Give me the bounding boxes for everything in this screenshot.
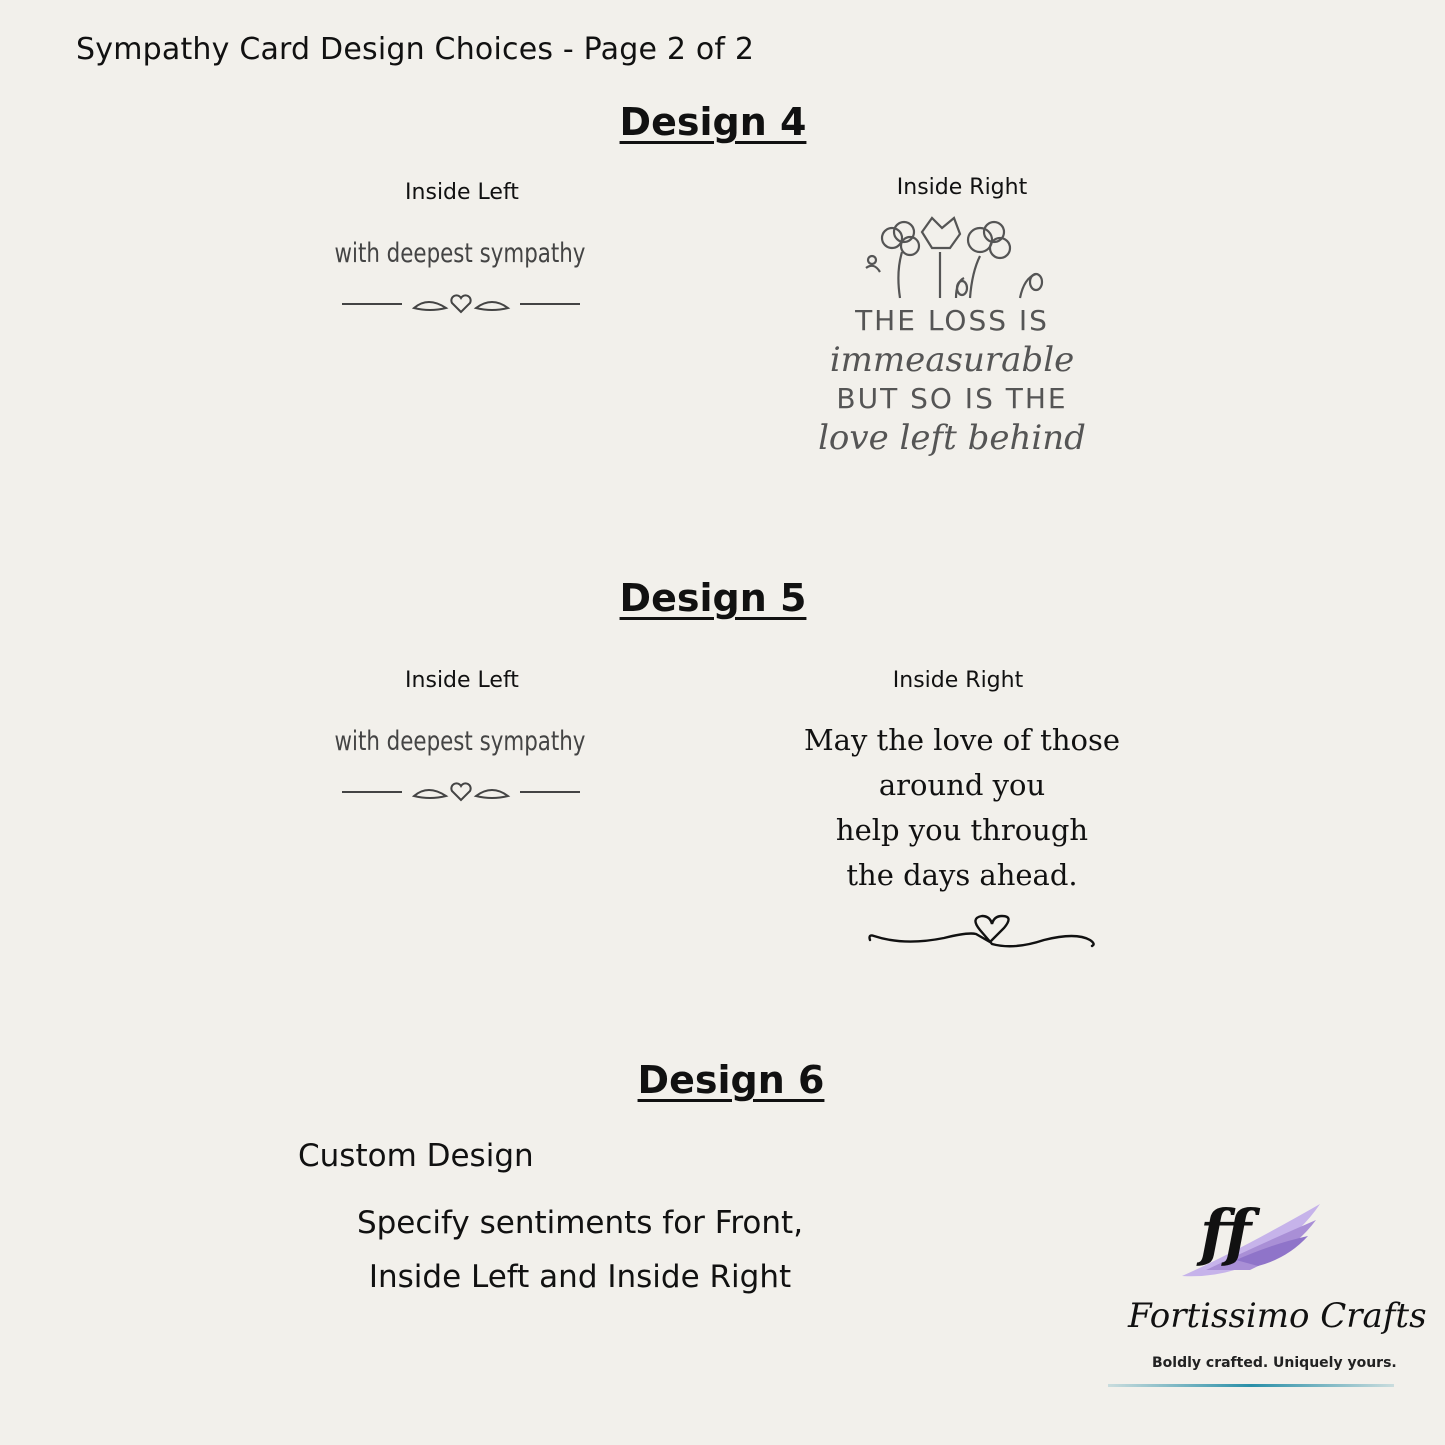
verse-line-3: help you through bbox=[835, 813, 1089, 847]
brand-name: Fortissimo Crafts bbox=[1128, 1296, 1427, 1336]
design-4-inside-right-sentiment bbox=[792, 302, 1112, 458]
brand-underline bbox=[1108, 1382, 1394, 1390]
custom-line-1: Specify sentiments for Front, bbox=[356, 1205, 804, 1241]
design-5-inside-right-verse bbox=[752, 718, 1172, 898]
loss-line-1: THE LOSS IS bbox=[855, 304, 1049, 337]
loss-line-3: BUT SO IS THE bbox=[836, 382, 1068, 415]
design-5-inside-right-label: Inside Right bbox=[892, 668, 1024, 693]
design-4-inside-left-sentiment: with deepest sympathy bbox=[334, 238, 586, 269]
design-5-inside-left-label: Inside Left bbox=[405, 668, 519, 693]
design-5-inside-left-sentiment: with deepest sympathy bbox=[334, 726, 586, 757]
verse-line-4: the days ahead. bbox=[846, 858, 1078, 892]
brand-monogram: ff bbox=[1200, 1196, 1252, 1269]
design-4-divider-ornament bbox=[340, 290, 582, 318]
custom-design-title: Custom Design bbox=[298, 1138, 534, 1174]
design-6-heading: Design 6 bbox=[637, 1058, 825, 1102]
verse-line-2: around you bbox=[878, 768, 1046, 802]
custom-design-instructions bbox=[330, 1196, 830, 1304]
design-4-inside-right-label: Inside Right bbox=[896, 175, 1028, 200]
brand-tagline: Boldly crafted. Uniquely yours. bbox=[1152, 1355, 1397, 1371]
design-4-heading: Design 4 bbox=[619, 100, 807, 144]
loss-line-4: love left behind bbox=[818, 418, 1086, 458]
design-5-heading: Design 5 bbox=[619, 576, 807, 620]
custom-line-2: Inside Left and Inside Right bbox=[368, 1259, 792, 1295]
design-4-inside-left-label: Inside Left bbox=[405, 180, 519, 205]
design-5-divider-ornament bbox=[340, 778, 582, 806]
heart-swirl-flourish-icon bbox=[864, 910, 1098, 954]
page-title: Sympathy Card Design Choices - Page 2 of 2 bbox=[76, 32, 755, 67]
loss-line-2: immeasurable bbox=[829, 340, 1075, 380]
verse-line-1: May the love of those bbox=[803, 723, 1121, 757]
flowers-icon bbox=[860, 212, 1050, 302]
